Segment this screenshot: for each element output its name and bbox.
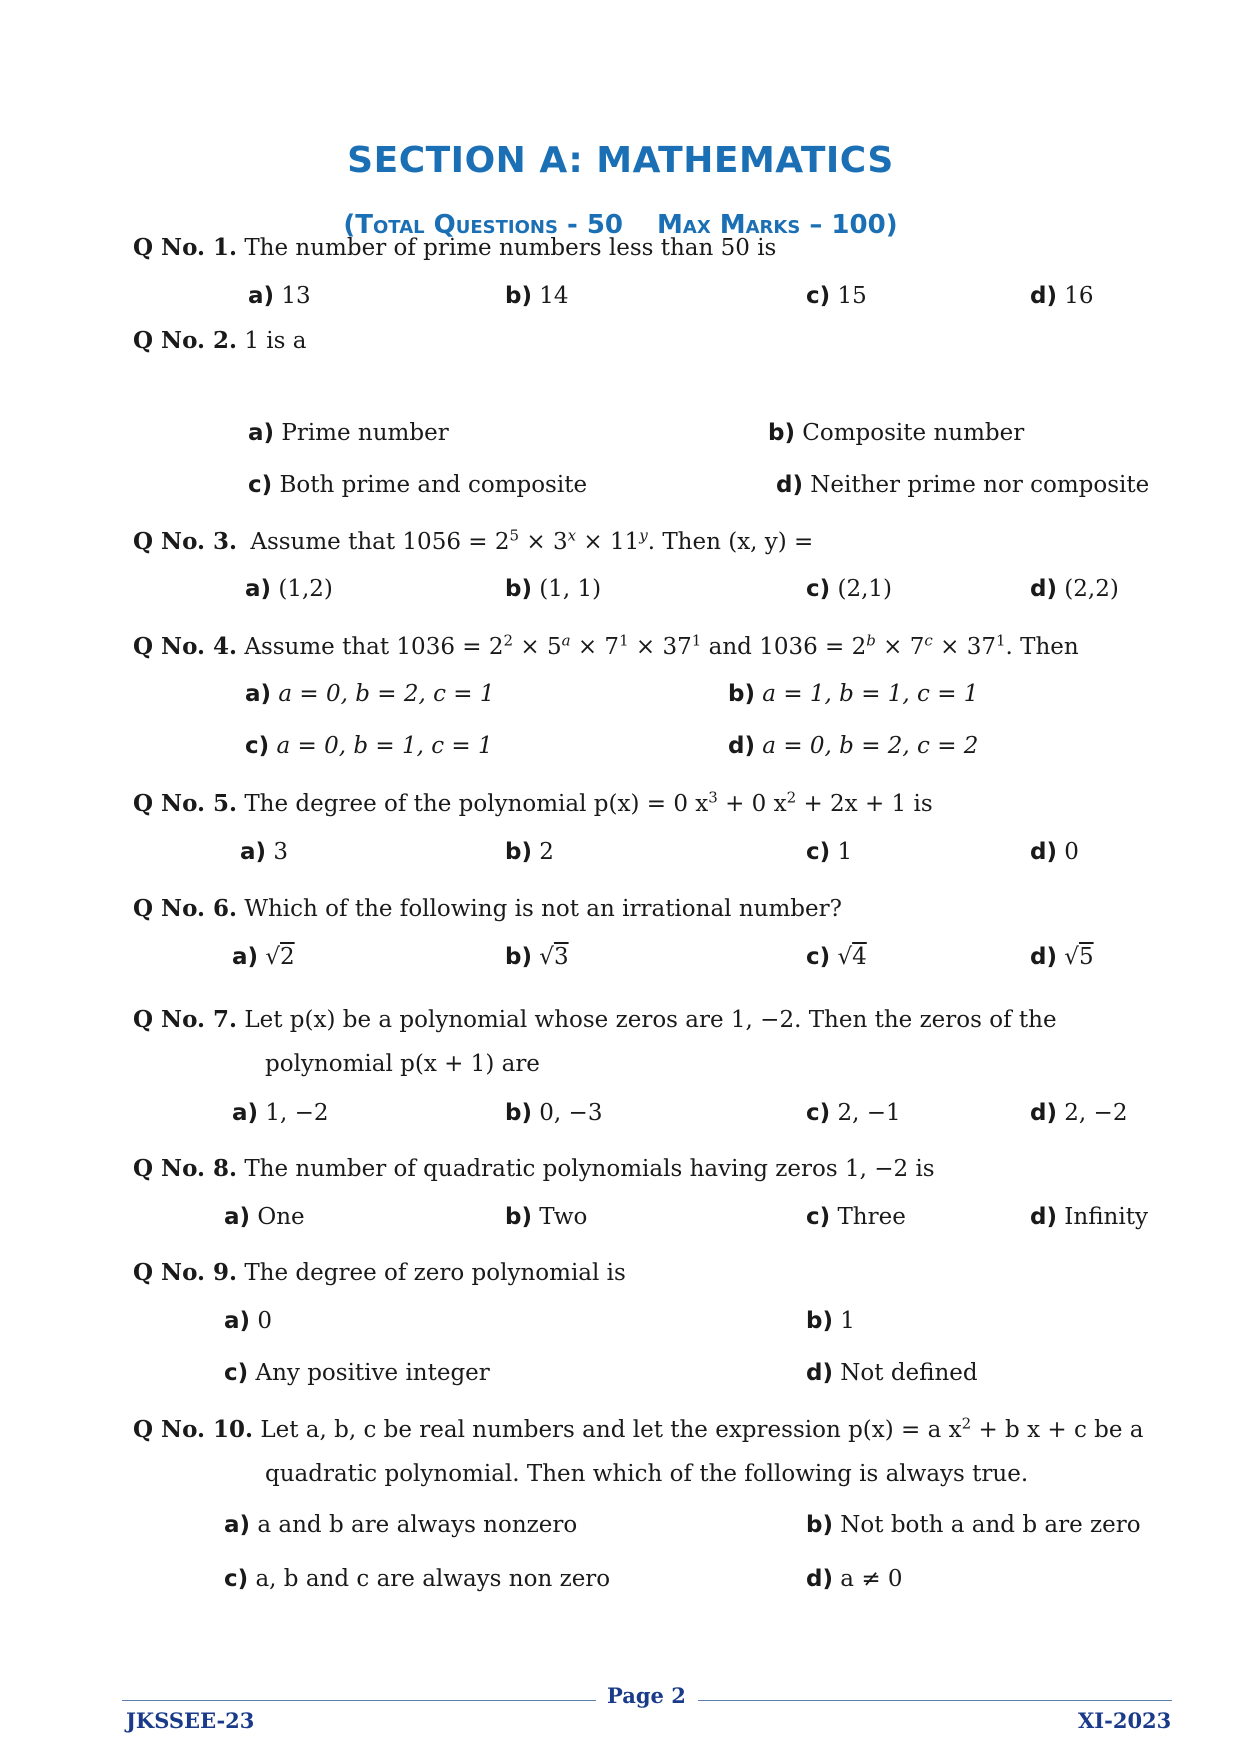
q4-option-d[interactable] <box>728 733 978 759</box>
q1-option-b[interactable] <box>505 283 569 309</box>
option-text: Three <box>837 1204 906 1230</box>
option-text: √5 <box>1064 944 1094 970</box>
option-label: d) <box>1030 283 1057 309</box>
page-title: SECTION A: MATHEMATICS <box>347 140 894 181</box>
option-label: a) <box>248 420 275 446</box>
question-number: Q No. 2. <box>133 327 238 354</box>
option-text: 3 <box>273 839 288 865</box>
q5-option-a[interactable] <box>240 839 288 865</box>
option-label: b) <box>505 283 532 309</box>
option-label: c) <box>806 1204 831 1230</box>
option-text: 0 <box>257 1308 272 1334</box>
question-7 <box>133 998 1173 1086</box>
q4-option-a[interactable] <box>245 681 495 707</box>
question-number: Q No. 6. <box>133 895 238 922</box>
option-label: d) <box>1030 1204 1057 1230</box>
option-text: a = 0, b = 2, c = 1 <box>278 681 495 707</box>
subtitle-total-questions: (Total Questions - 50 <box>343 210 624 240</box>
q7-option-c[interactable] <box>806 1100 901 1126</box>
option-text: a = 0, b = 2, c = 2 <box>762 733 979 759</box>
q3-option-d[interactable] <box>1030 576 1119 602</box>
q10-option-d[interactable] <box>806 1566 903 1592</box>
option-label: b) <box>728 681 755 707</box>
option-label: a) <box>232 944 259 970</box>
option-text: (2,1) <box>837 576 892 602</box>
option-text: 1 <box>840 1308 855 1334</box>
option-label: d) <box>776 472 803 498</box>
option-text: a and b are always nonzero <box>257 1512 578 1538</box>
option-text: a = 0, b = 1, c = 1 <box>276 733 493 759</box>
q1-option-d[interactable] <box>1030 283 1094 309</box>
question-text: Let p(x) be a polynomial whose zeros are 1, −2. Then the zeros of the <box>244 1007 1057 1033</box>
option-text: (2,2) <box>1064 576 1119 602</box>
option-label: b) <box>505 944 532 970</box>
question-number: Q No. 10. <box>133 1416 254 1443</box>
q3-option-b[interactable] <box>505 576 601 602</box>
option-text: 2, −1 <box>837 1100 901 1126</box>
q7-option-b[interactable] <box>505 1100 602 1126</box>
q2-option-d[interactable] <box>776 472 1149 498</box>
q3-option-a[interactable] <box>245 576 333 602</box>
question-6 <box>133 887 1173 931</box>
q6-option-c[interactable] <box>806 944 867 970</box>
q3-option-c[interactable] <box>806 576 892 602</box>
option-label: d) <box>1030 944 1057 970</box>
q10-option-b[interactable] <box>806 1512 1141 1538</box>
question-number: Q No. 5. <box>133 790 238 817</box>
question-number: Q No. 3. <box>133 528 238 555</box>
option-label: a) <box>224 1204 251 1230</box>
option-label: b) <box>806 1512 833 1538</box>
footer-class-year: XI-2023 <box>1078 1708 1172 1733</box>
question-text: The degree of the polynomial p(x) = 0 $x^3 + 0$ $x^2 + 2x + 1$ is <box>244 788 933 817</box>
option-text: 0, −3 <box>539 1100 603 1126</box>
question-text: Assume that $1056 = 2^5 \times 3^x \times 11^y$. Then (x, y) = <box>250 526 814 555</box>
option-label: b) <box>505 1204 532 1230</box>
option-label: a) <box>245 576 272 602</box>
option-label: d) <box>728 733 755 759</box>
option-text: 2, −2 <box>1064 1100 1128 1126</box>
question-number: Q No. 1. <box>133 234 238 261</box>
q8-option-d[interactable] <box>1030 1204 1148 1230</box>
q4-option-c[interactable] <box>245 733 493 759</box>
q8-option-b[interactable] <box>505 1204 587 1230</box>
option-label: c) <box>248 472 273 498</box>
q5-option-b[interactable] <box>505 839 554 865</box>
option-text: 0 <box>1064 839 1079 865</box>
question-3 <box>133 520 1173 564</box>
question-text: Let a, b, c be real numbers and let the expression p(x) = a $x^2 + b$ x + c be a <box>260 1414 1144 1443</box>
option-text: 2 <box>539 839 554 865</box>
question-text-continued: polynomial p(x + 1) are <box>265 1051 540 1077</box>
q1-option-c[interactable] <box>806 283 867 309</box>
option-label: d) <box>1030 1100 1057 1126</box>
option-text: 15 <box>837 283 867 309</box>
question-4 <box>133 625 1173 669</box>
option-text: 14 <box>539 283 569 309</box>
question-8 <box>133 1147 1173 1191</box>
q10-option-a[interactable] <box>224 1512 577 1538</box>
q8-option-c[interactable] <box>806 1204 906 1230</box>
q2-option-c[interactable] <box>248 472 587 498</box>
question-2 <box>133 319 1173 363</box>
option-label: b) <box>505 839 532 865</box>
option-text: Composite number <box>802 420 1025 446</box>
question-text: The degree of zero polynomial is <box>244 1260 626 1286</box>
q6-option-b[interactable] <box>505 944 569 970</box>
q8-option-a[interactable] <box>224 1204 305 1230</box>
footer-exam-code: JKSSEE-23 <box>126 1708 255 1733</box>
q9-option-a[interactable] <box>224 1308 272 1334</box>
option-text: a, b and c are always non zero <box>255 1566 611 1592</box>
option-text: 13 <box>281 283 311 309</box>
option-text: √3 <box>539 944 569 970</box>
option-text: 1 <box>837 839 853 865</box>
option-label: d) <box>1030 839 1057 865</box>
option-text: Both prime and composite <box>279 472 588 498</box>
option-label: a) <box>224 1308 251 1334</box>
option-label: c) <box>806 283 831 309</box>
q5-option-c[interactable] <box>806 839 852 865</box>
question-text: Assume that $1036 = 2^2 \times 5^a \times 7^1 \times 37^1$ and $1036 = 2^b \times 7^c \times 37^1$. Then <box>244 631 1079 660</box>
page-number: Page 2 <box>607 1683 686 1708</box>
option-label: b) <box>768 420 795 446</box>
q2-option-b[interactable] <box>768 420 1024 446</box>
q5-option-d[interactable] <box>1030 839 1079 865</box>
question-text: 1 is a <box>244 328 307 354</box>
option-label: a) <box>232 1100 259 1126</box>
q7-option-d[interactable] <box>1030 1100 1127 1126</box>
option-text: (1,2) <box>278 576 333 602</box>
q2-option-a[interactable] <box>248 420 449 446</box>
q6-option-a[interactable] <box>232 944 295 970</box>
q9-option-d[interactable] <box>806 1360 978 1386</box>
question-number: Q No. 7. <box>133 1006 238 1033</box>
option-label: a) <box>224 1512 251 1538</box>
option-text: 16 <box>1064 283 1094 309</box>
question-number: Q No. 4. <box>133 633 238 660</box>
option-text: Two <box>539 1204 588 1230</box>
q9-option-c[interactable] <box>224 1360 490 1386</box>
question-number: Q No. 9. <box>133 1259 238 1286</box>
option-text: √2 <box>265 944 295 970</box>
option-label: c) <box>806 839 831 865</box>
option-label: a) <box>248 283 275 309</box>
option-text: One <box>257 1204 305 1230</box>
option-label: b) <box>806 1308 833 1334</box>
q10-option-c[interactable] <box>224 1566 610 1592</box>
option-text: Infinity <box>1064 1204 1148 1230</box>
option-text: (1, 1) <box>539 576 602 602</box>
q7-option-a[interactable] <box>232 1100 329 1126</box>
footer-rule-left <box>122 1700 596 1701</box>
option-text: Prime number <box>281 420 449 446</box>
option-label: d) <box>806 1360 833 1386</box>
option-label: c) <box>224 1566 249 1592</box>
option-text: Not defined <box>840 1360 978 1386</box>
question-text-continued: quadratic polynomial. Then which of the following is always true. <box>265 1461 1029 1487</box>
q6-option-d[interactable] <box>1030 944 1094 970</box>
option-text: Neither prime nor composite <box>810 472 1150 498</box>
question-10 <box>133 1408 1173 1496</box>
question-text: The number of prime numbers less than 50 is <box>244 235 777 261</box>
question-9 <box>133 1251 1173 1295</box>
subtitle-max-marks: Max Marks – 100) <box>657 210 898 240</box>
q9-option-b[interactable] <box>806 1308 855 1334</box>
option-label: b) <box>505 576 532 602</box>
option-label: c) <box>806 1100 831 1126</box>
option-label: a) <box>240 839 267 865</box>
option-label: a) <box>245 681 272 707</box>
question-1 <box>133 226 1173 270</box>
option-label: c) <box>806 944 831 970</box>
q1-option-a[interactable] <box>248 283 311 309</box>
option-text: 1, −2 <box>265 1100 329 1126</box>
question-5 <box>133 782 1173 826</box>
option-label: c) <box>245 733 270 759</box>
option-label: d) <box>1030 576 1057 602</box>
option-label: d) <box>806 1566 833 1592</box>
option-label: c) <box>806 576 831 602</box>
option-text: a = 1, b = 1, c = 1 <box>762 681 979 707</box>
footer-rule-right <box>698 1700 1172 1701</box>
q4-option-b[interactable] <box>728 681 978 707</box>
option-text: a ≠ 0 <box>840 1566 903 1592</box>
question-text: Which of the following is not an irrational number? <box>244 896 842 922</box>
option-label: b) <box>505 1100 532 1126</box>
option-text: √4 <box>837 944 867 970</box>
option-text: Not both a and b are zero <box>840 1512 1141 1538</box>
option-text: Any positive integer <box>255 1360 490 1386</box>
option-label: c) <box>224 1360 249 1386</box>
question-number: Q No. 8. <box>133 1155 238 1182</box>
question-text: The number of quadratic polynomials having zeros 1, −2 is <box>244 1156 935 1182</box>
